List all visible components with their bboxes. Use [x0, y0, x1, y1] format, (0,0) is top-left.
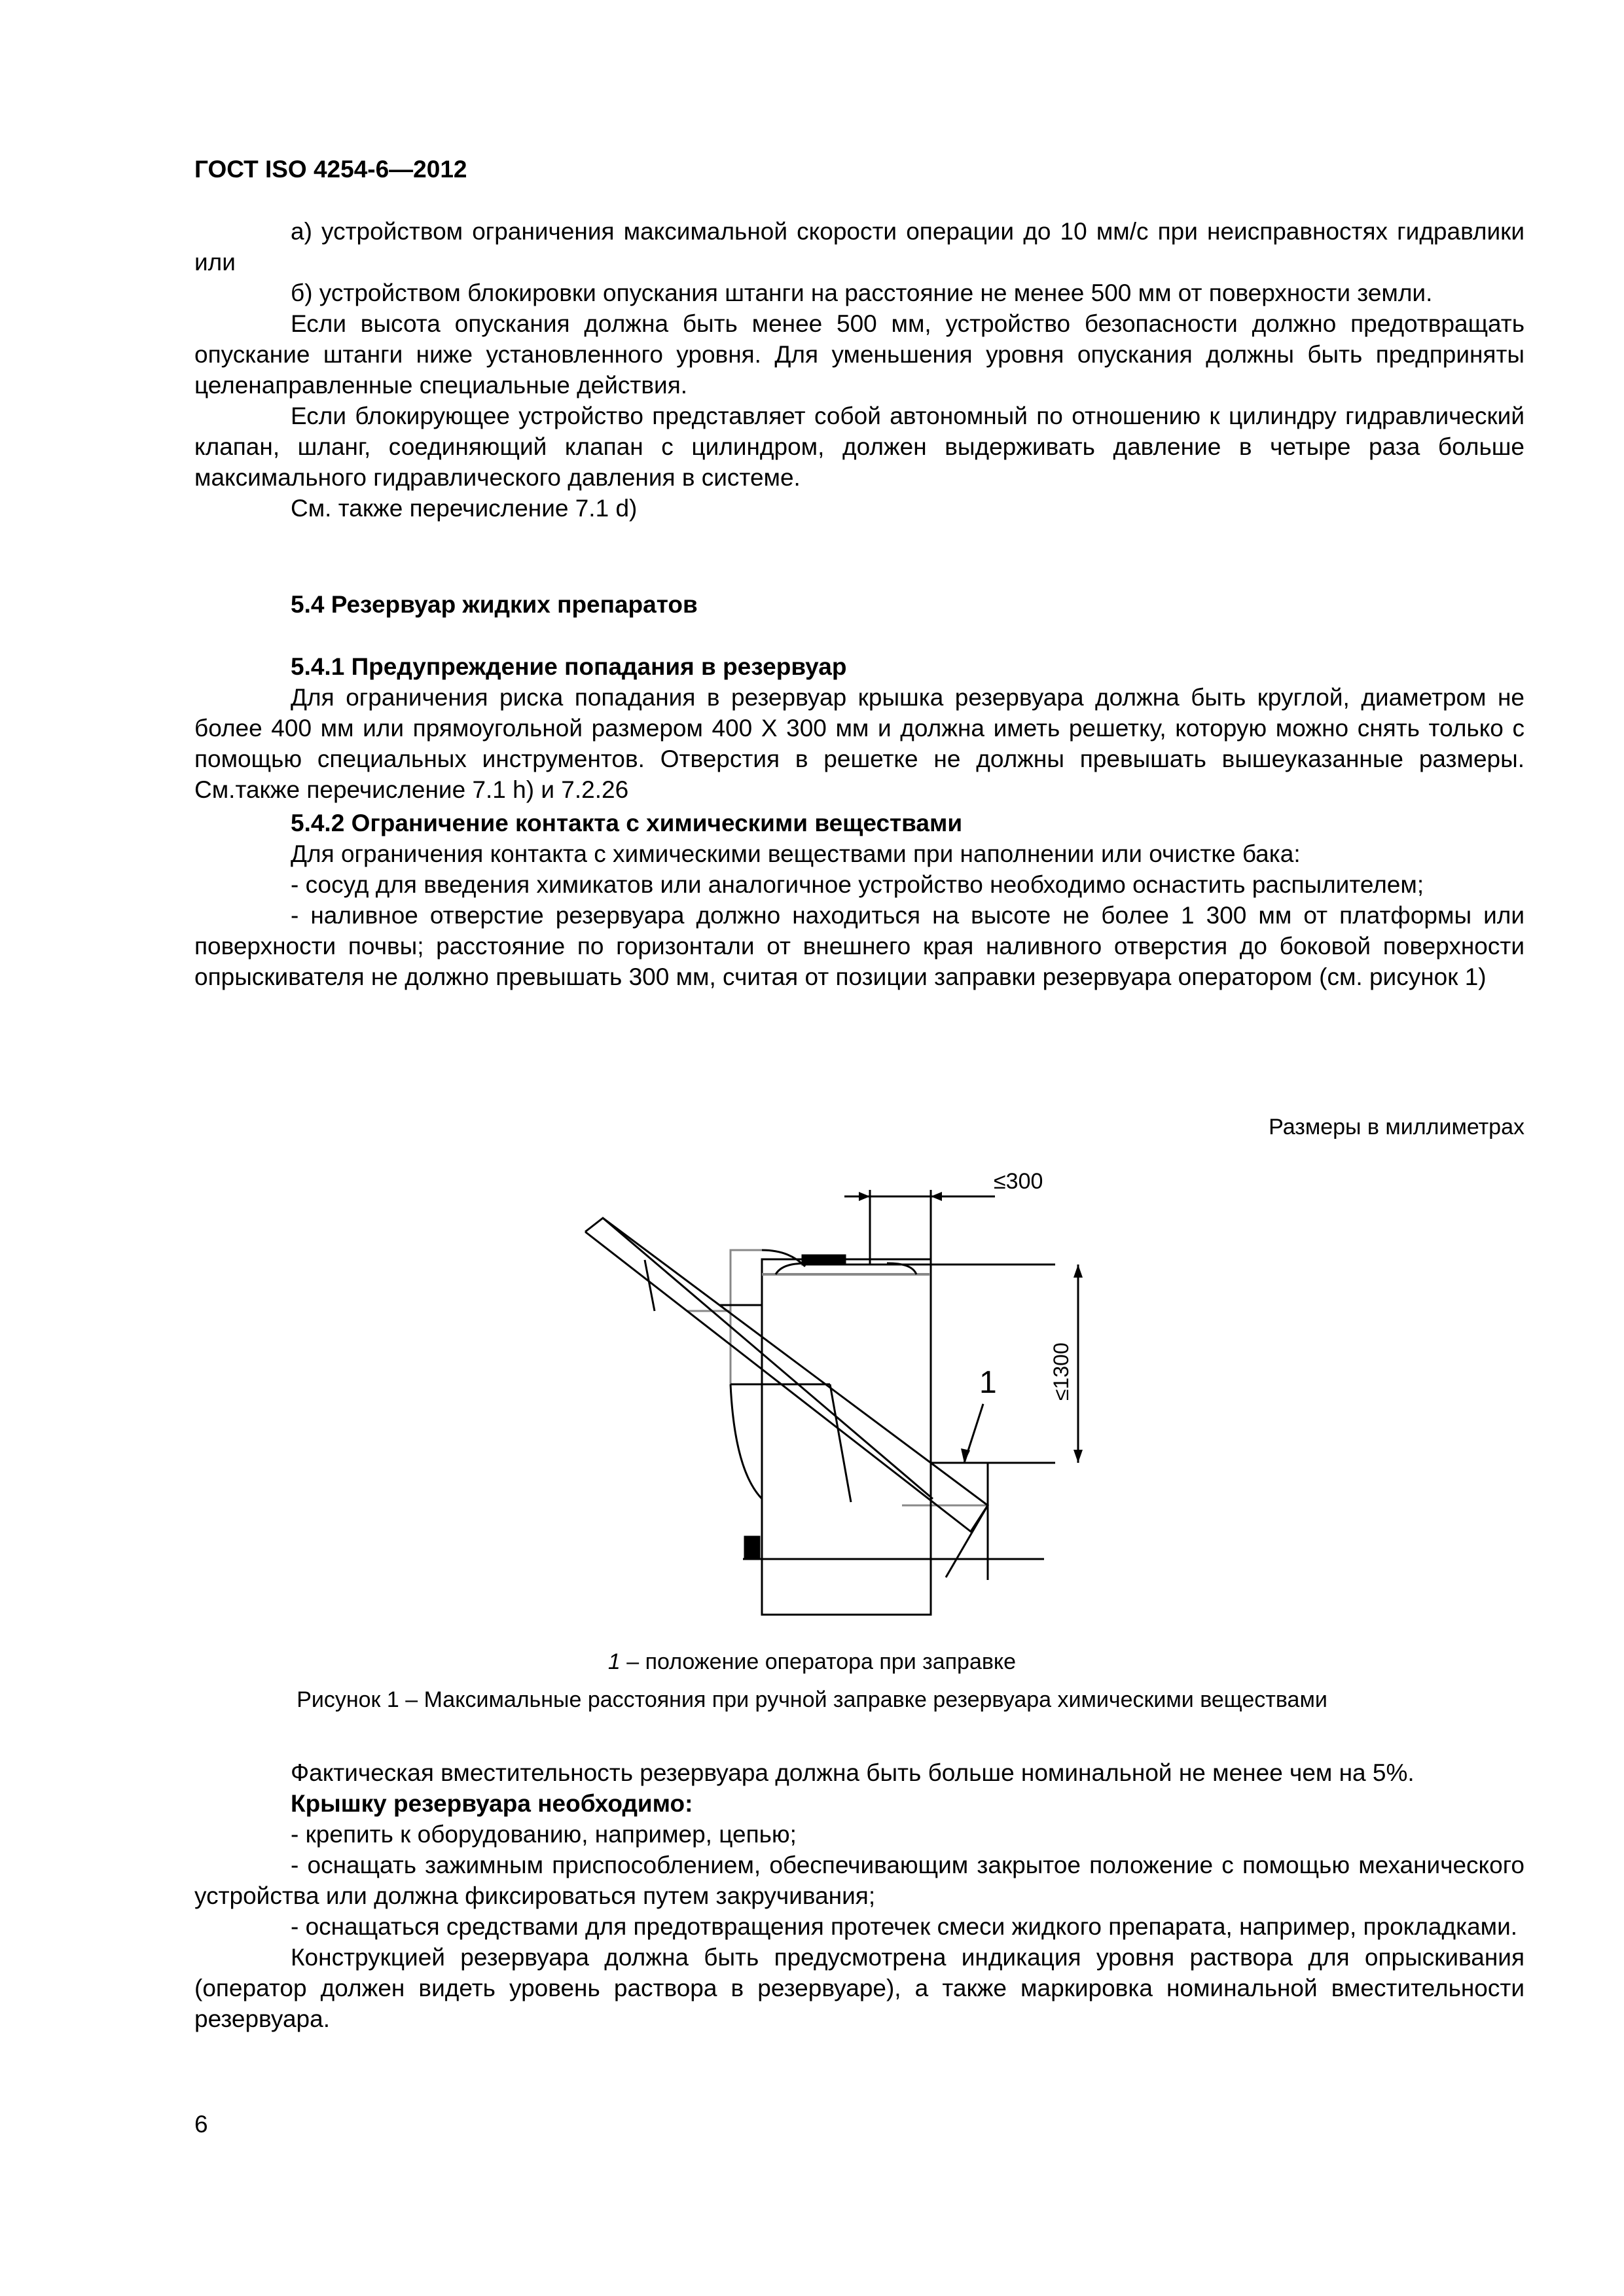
callout-label: 1: [979, 1365, 997, 1400]
tank-lid: [803, 1255, 845, 1265]
paragraph-5-4-2-intro: Для ограничения контакта с химическими веществами при наполнении или очистке бака:: [291, 840, 1301, 867]
dimension-label-horizontal: ≤300: [994, 1169, 1043, 1194]
section-heading-5-4: 5.4 Резервуар жидких препаратов: [291, 591, 698, 618]
list-item-b: б) устройством блокировки опускания штанги на расстояние не менее 500 мм от поверхности земли.: [291, 279, 1433, 306]
bullet-filling-opening: - наливное отверстие резервуара должно находиться на высоте не более 1 300 мм от платформы или поверхности почвы; расстояние по горизонтали от внешнего края наливного отверстия до боковой поверхности опрыскивателя не должно превышать 300 мм, считая от позиции заправки резервуара оператором (см. рисунок 1): [194, 902, 1525, 990]
bullet-sprayer-vessel: - сосуд для введения химикатов или аналогичное устройство необходимо оснастить распылителем;: [291, 871, 1424, 898]
document-header: ГОСТ ISO 4254-6—2012: [194, 156, 467, 183]
tank-body-outline: [762, 1259, 931, 1615]
section-heading-5-4-1: 5.4.1 Предупреждение попадания в резервуар: [291, 653, 847, 680]
units-note: Размеры в миллиметрах: [1269, 1115, 1525, 1139]
paragraph-level-indication: Конструкцией резервуара должна быть предусмотрена индикация уровня раствора для опрыскивания (оператор должен видеть уровень раствора в резервуаре), а также маркировка номинальной вместительности резервуара.: [194, 1944, 1525, 2032]
lid-requirement-3: - оснащаться средствами для предотвращения протечек смеси жидкого препарата, например, прокладками.: [291, 1913, 1518, 1940]
legend-text: – положение оператора при заправке: [620, 1649, 1017, 1674]
paragraph-hydraulic-valve: Если блокирующее устройство представляет собой автономный по отношению к цилиндру гидравлический клапан, шланг, соединяющий клапан с цилиндром, должен выдерживать давление в четыре раза больше максимального гидравлического давления в системе.: [194, 403, 1525, 491]
dimension-arrow: [931, 1192, 942, 1201]
see-also-reference: См. также перечисление 7.1 d): [291, 495, 638, 522]
list-item-a: а) устройством ограничения максимальной скорости операции до 10 мм/с при неисправностях гидравлики или: [194, 218, 1525, 276]
figure-legend: [0, 1649, 1624, 1675]
dimension-arrow: [859, 1192, 870, 1201]
lid-heading: Крышку резервуара необходимо:: [291, 1790, 693, 1817]
dimension-arrow: [1074, 1265, 1083, 1278]
paragraph-capacity: Фактическая вместительность резервуара должна быть больше номинальной не менее чем на 5%.: [291, 1759, 1415, 1786]
legend-number: 1: [607, 1649, 621, 1674]
lid-requirement-1: - крепить к оборудованию, например, цепью;: [291, 1821, 797, 1848]
dimension-label-vertical: ≤1300: [1049, 1342, 1073, 1401]
section-bottom: [194, 1757, 1525, 2034]
lid-requirement-2: - оснащать зажимным приспособлением, обеспечивающим закрытое положение с помощью механического устройства или должна фиксироваться путем закручивания;: [194, 1852, 1525, 1909]
section-heading-5-4-2: 5.4.2 Ограничение контакта с химическими веществами: [291, 810, 963, 836]
tank-bottom-marker: [745, 1537, 759, 1559]
dimension-arrow: [1074, 1450, 1083, 1463]
figure-caption: Рисунок 1 – Максимальные расстояния при ручной заправке резервуара химическими веществами: [297, 1687, 1327, 1712]
paragraph-5-4-1: Для ограничения риска попадания в резервуар крышка резервуара должна быть круглой, диаметром не более 400 мм или прямоугольной размером 400 X 300 мм и должна иметь решетку, которую можно снять только с помощью специальных инструментов. Отверстия в решетке не должны превышать вышеуказанные размеры. См.также перечисление 7.1 h) и 7.2.26: [194, 684, 1525, 803]
page-number: 6: [194, 2111, 208, 2138]
paragraph-lowering-height: Если высота опускания должна быть менее 500 мм, устройство безопасности должно предотвращать опускание штанги ниже установленного уровня. Для уменьшения уровня опускания должны быть предприняты целенаправленные специальные действия.: [194, 310, 1525, 399]
